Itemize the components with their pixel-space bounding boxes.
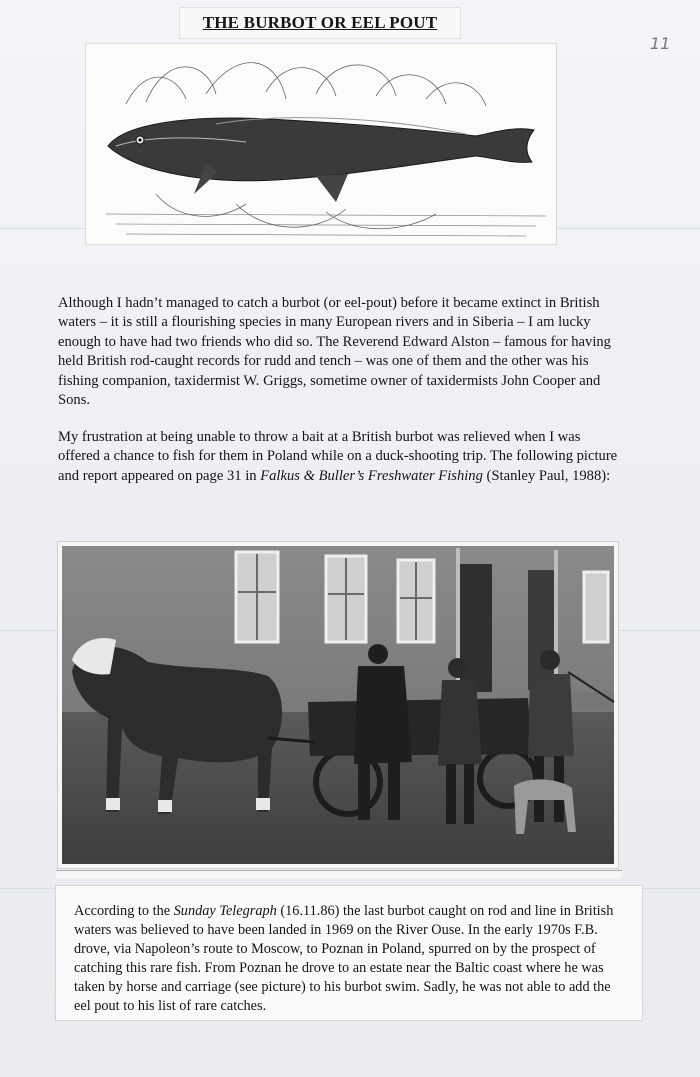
intro-paragraph: Although I hadn’t managed to catch a burbot (or eel-pout) before it became extinct in British waters – it is still a flourishing species in many European rivers and in Siberia – I am lucky enough to have had two friends who did so. The Reverend Edward Alston – famous for having held British rod-caught records for rudd and tench – was one of them and the other was his fishing companion, taxidermist W. Griggs, sometime owner of taxidermists John Cooper and Sons. — [58, 295, 611, 409]
burbot-engraving-image — [86, 44, 556, 244]
photo-caption — [74, 902, 630, 1016]
page-number-mark: 11 — [650, 34, 671, 53]
page-title: THE BURBOT OR EEL POUT — [202, 13, 438, 32]
caption-box — [56, 886, 642, 1020]
caption-text-rest: (16.11.86) the last burbot caught on rod and line in British waters was believed to have been landed in 1969 on the River Ouse. In the early 1970s F.B. drove, via Napoleon’s route to Moscow, to Poznan in Poland, spurred on by the prospect of catching this rare fish. From Poznan he drove to an estate near the Baltic coast where he was taken by horse and carriage (see picture) to his burbot swim. Sadly, he was not able to add the eel pout to his list of rare catches. — [74, 903, 614, 1014]
page-title-box — [180, 8, 460, 38]
newspaper-title: Sunday Telegraph — [173, 903, 277, 919]
faded-marking — [58, 256, 228, 286]
photo-border — [56, 870, 622, 879]
book-title: Falkus & Buller’s Freshwater Fishing — [260, 467, 483, 484]
poland-paragraph — [58, 428, 618, 486]
poland-paragraph-text: My frustration at being unable to throw a bait at a British burbot was relieved when I was offered a chance to fish for them in Poland while on a duck-shooting trip. The following picture and report appeared on page 31 in — [58, 429, 618, 484]
caption-text-start: According to the — [74, 903, 174, 919]
horse-and-carriage-photo — [58, 542, 618, 868]
book-publisher: (Stanley Paul, 1988): — [482, 467, 611, 484]
